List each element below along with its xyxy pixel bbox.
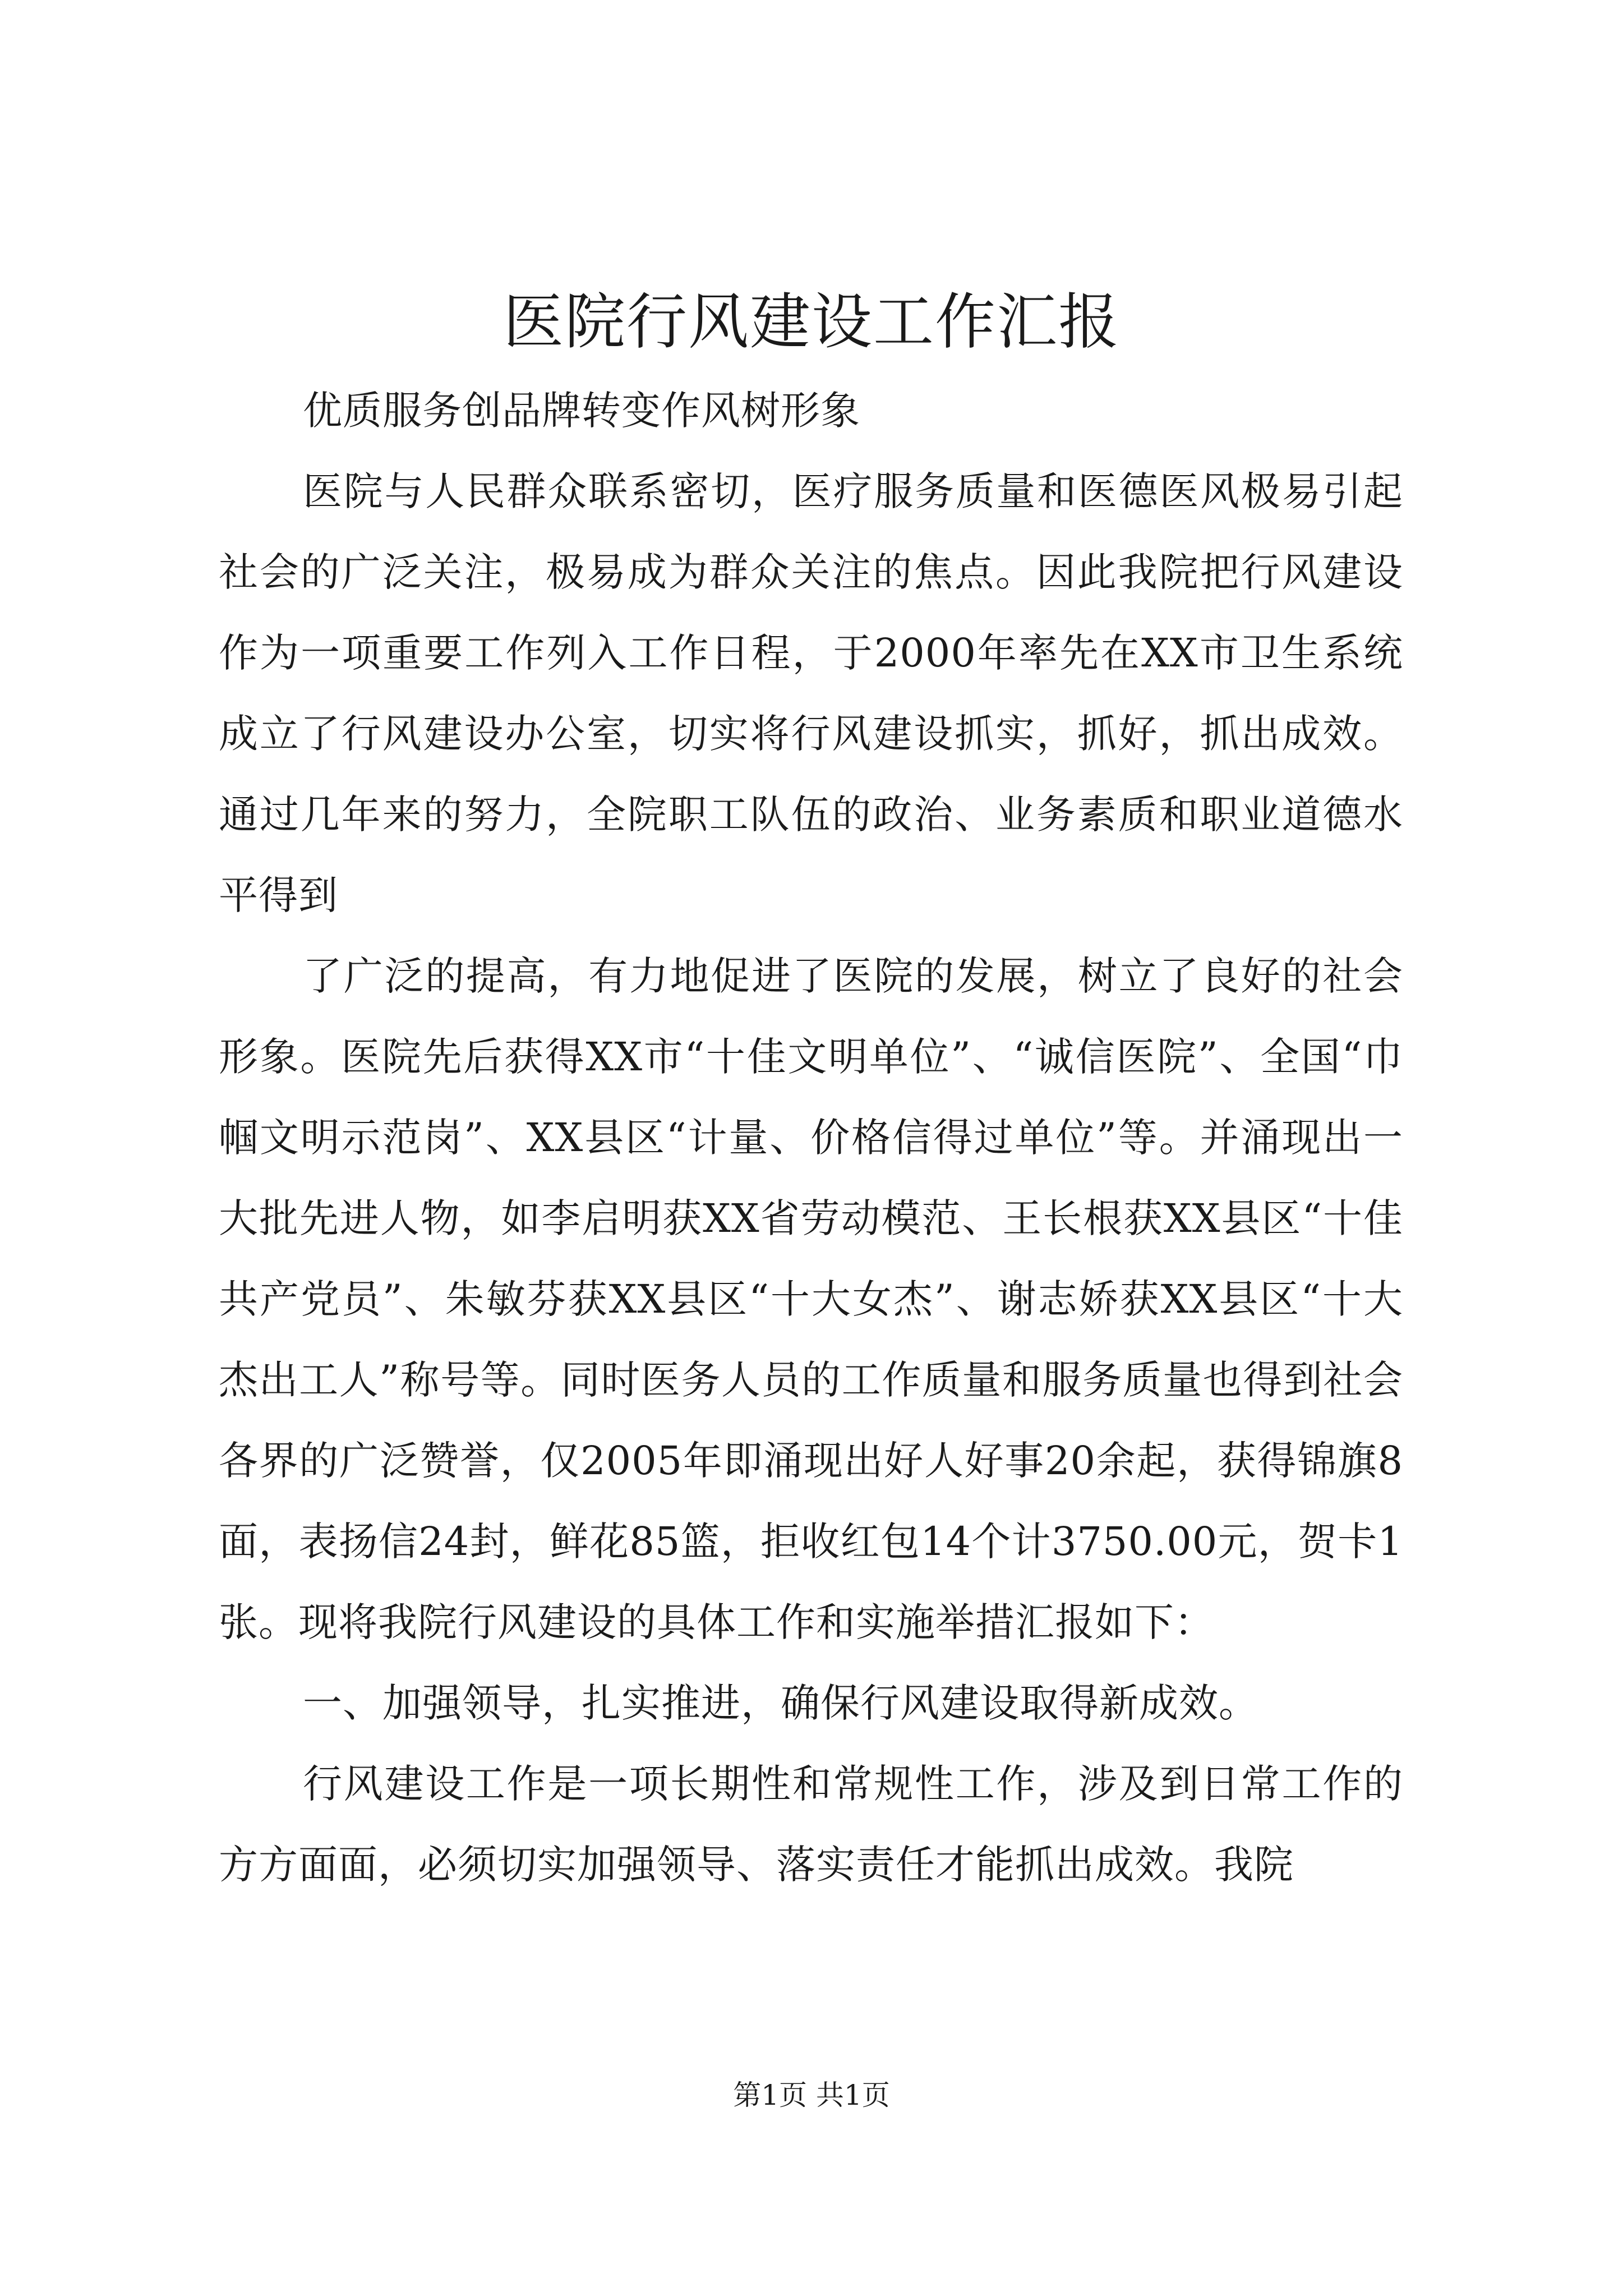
document-title: 医院行风建设工作汇报: [502, 287, 1120, 357]
body-paragraph: 了广泛的提高，有力地促进了医院的发展，树立了良好的社会形象。医院先后获得XX市“十佳文明单位”、“诚信医院”、全国“巾帼文明示范岗”、XX县区“计量、价格信得过单位”等。并涌现出一大批先进人物，如李启明获XX省劳动模范、王长根获XX县区“十佳共产党员”、朱敏芬获XX县区“十大女杰”、谢志娇获XX县区“十大杰出工人”称号等。同时医务人员的工作质量和服务质量也得到社会各界的广泛赞誉，仅2005年即涌现出好人好事20余起，获得锦旗8面，表扬信24封，鲜花85篮，拒收红包14个计3750.00元，贺卡1张。现将我院行风建设的具体工作和实施举措汇报如下：: [219, 953, 1403, 1645]
body-paragraph: 医院与人民群众联系密切，医疗服务质量和医德医风极易引起社会的广泛关注，极易成为群众关注的焦点。因此我院把行风建设作为一项重要工作列入工作日程，于2000年率先在XX市卫生系统成立了行风建设办公室，切实将行风建设抓实，抓好，抓出成效。通过几年来的努力，全院职工队伍的政治、业务素质和职业道德水平得到: [219, 468, 1403, 918]
section-heading: 一、加强领导，扎实推进，确保行风建设取得新成效。: [303, 1680, 1258, 1726]
subtitle-paragraph: 优质服务创品牌转变作风树形象: [303, 388, 860, 434]
body-paragraph: 行风建设工作是一项长期性和常规性工作，涉及到日常工作的方方面面，必须切实加强领导、落实责任才能抓出成效。我院: [219, 1761, 1403, 1888]
page-footer: 第1页 共1页: [733, 2079, 890, 2111]
document-body: [219, 370, 1403, 1905]
